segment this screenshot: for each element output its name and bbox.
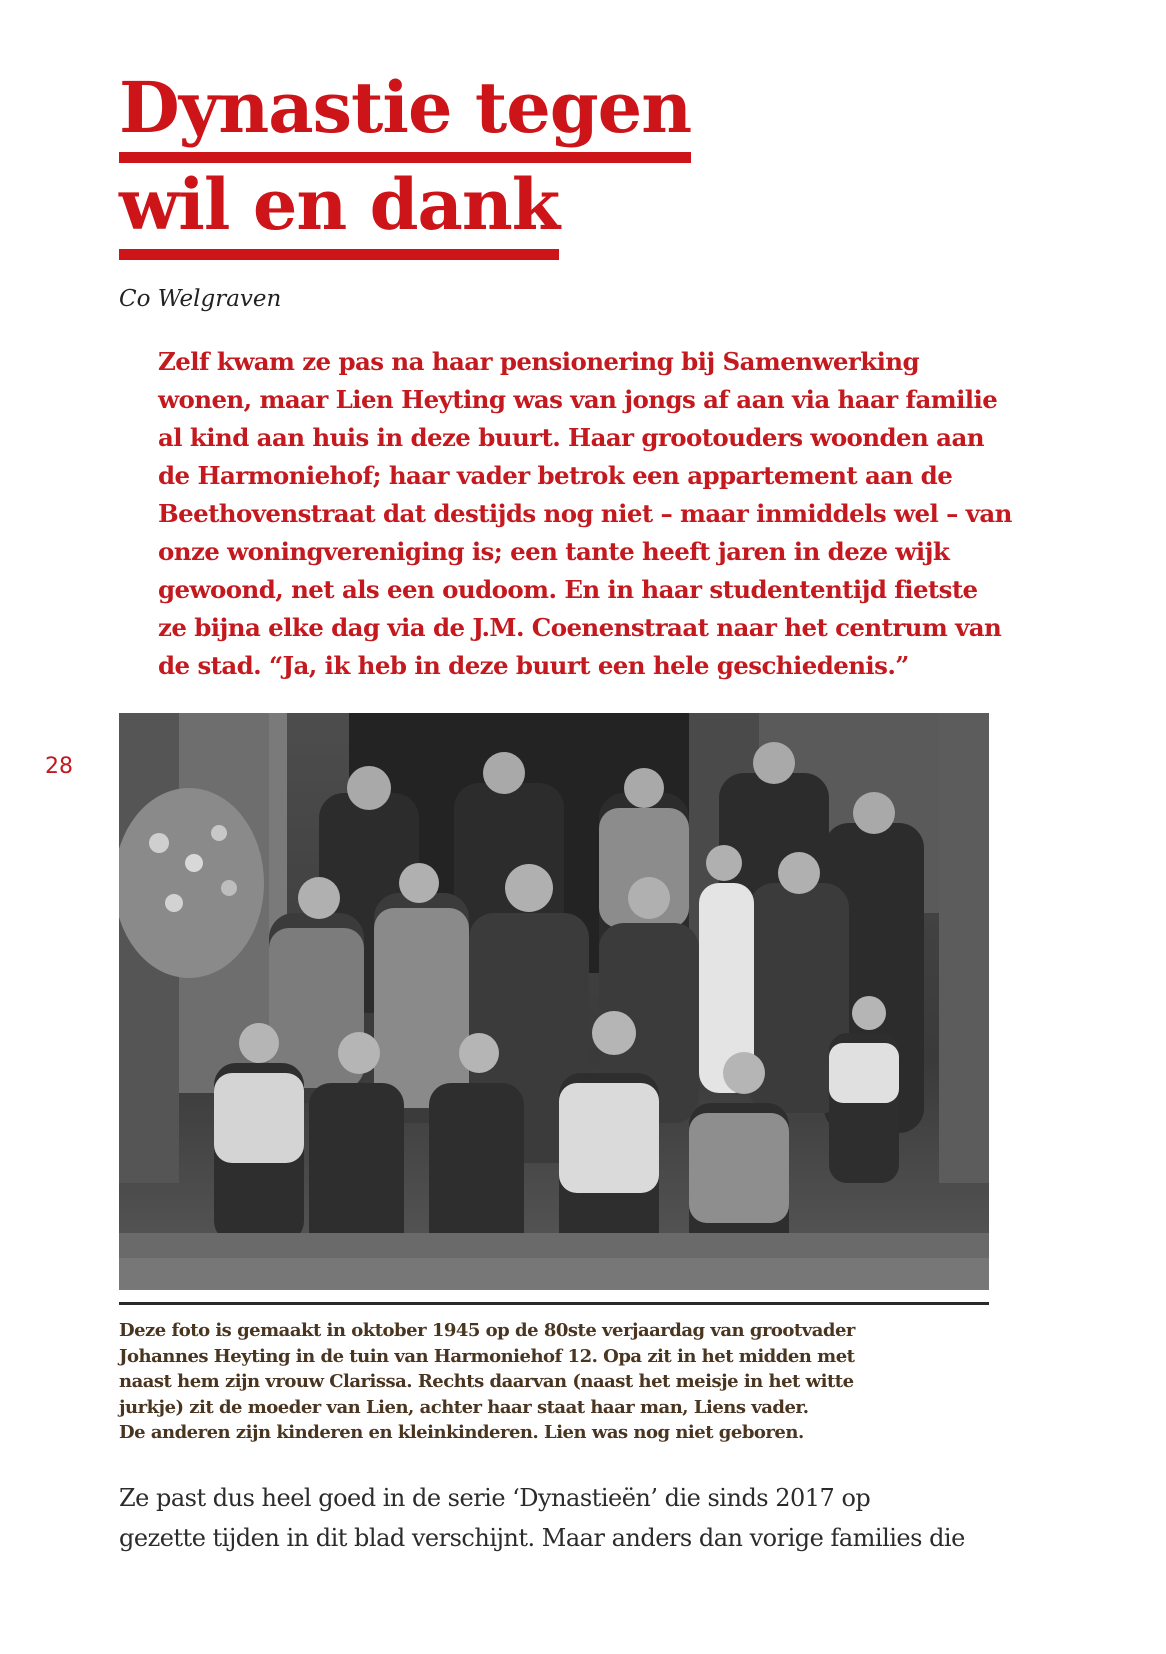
caption-line: Johannes Heyting in de tuin van Harmoniehof 12. Opa zit in het midden met bbox=[119, 1345, 855, 1367]
body-line: Ze past dus heel goed in de serie ‘Dynastieën’ die sinds 2017 op bbox=[119, 1484, 871, 1512]
title-line-2: wil en dank bbox=[119, 163, 559, 260]
caption-line: naast hem zijn vrouw Clarissa. Rechts daarvan (naast het meisje in het witte bbox=[119, 1371, 854, 1392]
intro-line: de Harmoniehof; haar vader betrok een appartement aan de bbox=[158, 461, 953, 490]
title-line-1: Dynastie tegen bbox=[119, 66, 691, 163]
intro-line: al kind aan huis in deze buurt. Haar grootouders woonden aan bbox=[158, 423, 984, 452]
intro-line: de stad. “Ja, ik heb in deze buurt een hele geschiedenis.” bbox=[158, 651, 909, 680]
family-photo-illustration bbox=[119, 713, 989, 1290]
intro-paragraph bbox=[158, 343, 1012, 685]
caption-line: jurkje) zit de moeder van Lien, achter haar staat haar man, Liens vader. bbox=[119, 1396, 809, 1418]
family-photo bbox=[119, 713, 989, 1290]
article-title bbox=[119, 66, 691, 260]
page-number: 28 bbox=[45, 754, 73, 779]
intro-line: onze woningvereniging is; een tante heeft jaren in deze wijk bbox=[158, 537, 950, 566]
caption-line: De anderen zijn kinderen en kleinkinderen. Lien was nog niet geboren. bbox=[119, 1422, 804, 1443]
caption-line: Deze foto is gemaakt in oktober 1945 op de 80ste verjaardag van grootvader bbox=[119, 1320, 855, 1341]
intro-line: Zelf kwam ze pas na haar pensionering bij Samenwerking bbox=[158, 347, 920, 376]
intro-line: ze bijna elke dag via de J.M. Coenenstraat naar het centrum van bbox=[158, 613, 1002, 642]
caption-divider bbox=[119, 1302, 989, 1305]
photo-caption bbox=[119, 1318, 999, 1446]
intro-line: wonen, maar Lien Heyting was van jongs af aan via haar familie bbox=[158, 385, 998, 414]
body-line: gezette tijden in dit blad verschijnt. Maar anders dan vorige families die bbox=[119, 1524, 965, 1552]
author-byline: Co Welgraven bbox=[119, 286, 282, 312]
body-paragraph bbox=[119, 1478, 999, 1558]
intro-line: gewoond, net als een oudoom. En in haar studententijd fietste bbox=[158, 575, 978, 604]
intro-line: Beethovenstraat dat destijds nog niet – maar inmiddels wel – van bbox=[158, 499, 1012, 528]
